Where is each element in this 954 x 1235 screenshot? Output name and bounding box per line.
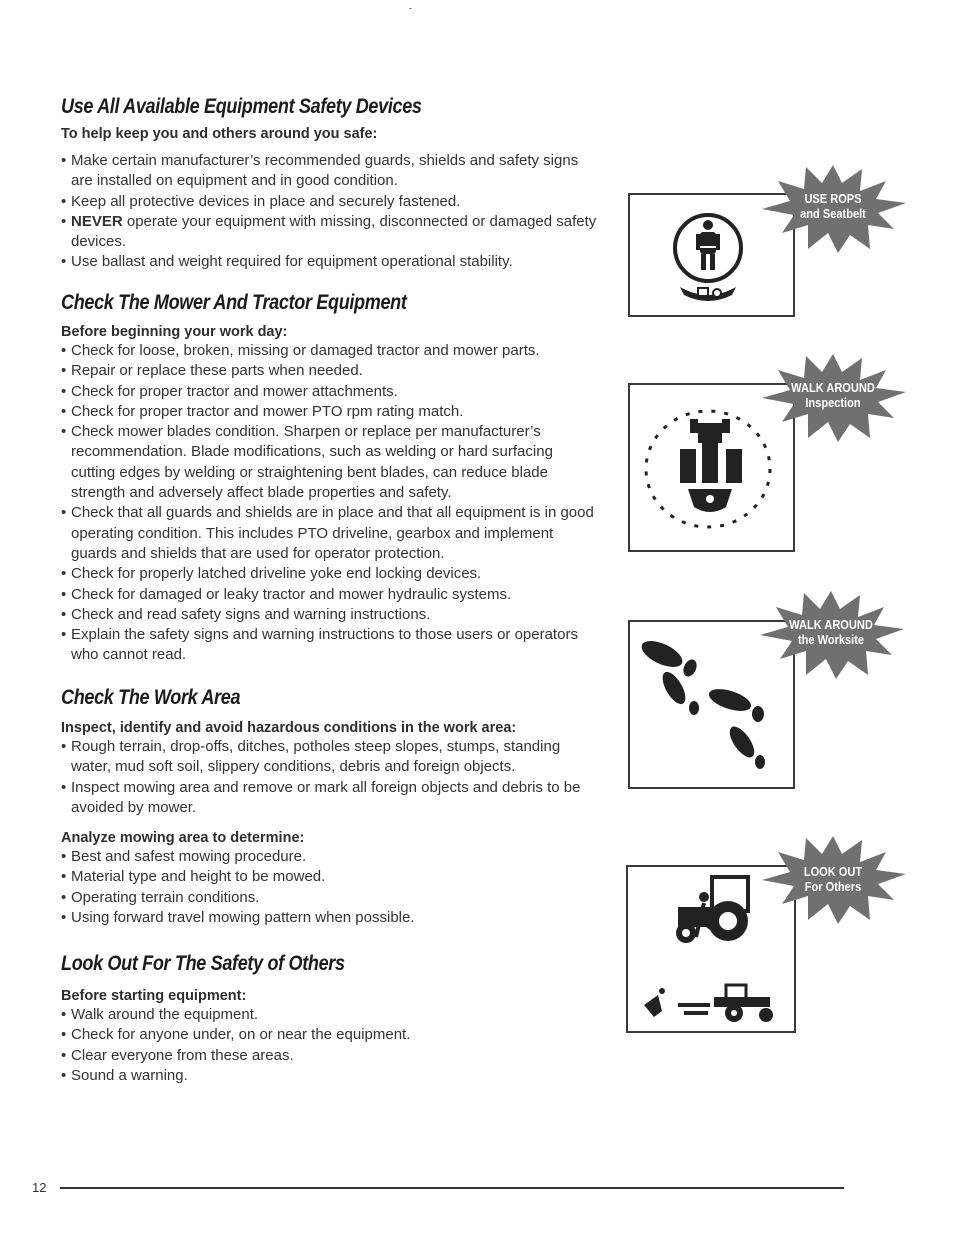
section-intro: Inspect, identify and avoid hazardous conditions in the work area: <box>61 720 517 736</box>
list-item-text: operate your equipment with missing, disconnected or damaged safety devices. <box>71 212 597 251</box>
section-intro: Before beginning your work day: <box>61 324 288 340</box>
list-item: • Check and read safety signs and warning instructions. <box>61 605 601 625</box>
bullet-list <box>61 151 601 273</box>
list-item: • Operating terrain conditions. <box>61 888 601 908</box>
badge-line-1: WALK AROUND <box>789 617 873 632</box>
walk-around-worksite-badge <box>756 589 906 679</box>
list-item: • Check for damaged or leaky tractor and mower hydraulic systems. <box>61 585 601 605</box>
badge-line-2: Inspection <box>805 395 861 410</box>
look-out-others-badge <box>758 834 908 924</box>
badge-line-1: USE ROPS <box>804 191 862 206</box>
list-item: • Walk around the equipment. <box>61 1005 601 1025</box>
list-item <box>61 212 601 253</box>
list-item: • Check for loose, broken, missing or damaged tractor and mower parts. <box>61 341 601 361</box>
section-safety-devices <box>61 95 601 273</box>
badge-line-2: the Worksite <box>797 632 865 647</box>
section-intro: To help keep you and others around you safe: <box>61 126 378 142</box>
section-heading: Look Out For The Safety of Others <box>61 952 345 975</box>
badge-line-2: and Seatbelt <box>800 206 866 221</box>
list-item: • Best and safest mowing procedure. <box>61 847 601 867</box>
list-item: • Sound a warning. <box>61 1066 601 1086</box>
list-item: • Check for proper tractor and mower attachments. <box>61 382 601 402</box>
section-heading: Check The Work Area <box>61 686 241 709</box>
badge-line-2: For Others <box>804 879 862 894</box>
list-item: • Clear everyone from these areas. <box>61 1046 601 1066</box>
bullet-list-2 <box>61 847 601 928</box>
section-check-work-area <box>61 686 601 928</box>
list-item: • Use ballast and weight required for equipment operational stability. <box>61 252 601 272</box>
list-item: • Material type and height to be mowed. <box>61 867 601 887</box>
badge-line-1: WALK AROUND <box>791 380 875 395</box>
section-check-equipment <box>61 291 601 666</box>
list-item: • Check for anyone under, on or near the equipment. <box>61 1025 601 1045</box>
list-item: • Make certain manufacturer’s recommended guards, shields and safety signs are installed on equipment and in good condition. <box>61 151 601 192</box>
badge-line-1: LOOK OUT <box>803 864 863 879</box>
list-item: • Keep all protective devices in place and securely fastened. <box>61 192 601 212</box>
bullet-list <box>61 341 601 666</box>
list-item: • Using forward travel mowing pattern when possible. <box>61 908 601 928</box>
list-item: • Explain the safety signs and warning instructions to those users or operators who cannot read. <box>61 625 601 666</box>
rops-badge <box>758 163 908 253</box>
section-intro-2: Analyze mowing area to determine: <box>61 830 305 847</box>
list-item: • Check for properly latched driveline yoke end locking devices. <box>61 564 601 584</box>
list-item: • Check that all guards and shields are in place and that all equipment is in good operating condition. This includes PTO driveline, gearbox and implement guards and shields that are used for operator protection. <box>61 503 601 564</box>
list-item: • Check for proper tractor and mower PTO rpm rating match. <box>61 402 601 422</box>
section-heading: Check The Mower And Tractor Equipment <box>61 291 407 314</box>
section-heading: Use All Available Equipment Safety Devices <box>61 95 422 118</box>
emphasis-never: NEVER <box>71 212 123 230</box>
footer-rule <box>60 1187 844 1189</box>
bullet-list <box>61 1005 601 1086</box>
bullet-list <box>61 737 601 818</box>
list-item: • Repair or replace these parts when needed. <box>61 361 601 381</box>
walk-around-inspection-badge <box>758 352 908 442</box>
list-item: • Check mower blades condition. Sharpen or replace per manufacturer’s recommendation. Blade modifications, such as welding or hard surfacing cutting edges by welding or straightening bent blades, can reduce blade strength and adversely affect blade properties and safety. <box>61 422 601 503</box>
page-number: 12 <box>32 1180 47 1195</box>
scan-mark <box>409 8 412 9</box>
list-item: • Inspect mowing area and remove or mark all foreign objects and debris to be avoided by mower. <box>61 778 601 819</box>
section-intro: Before starting equipment: <box>61 988 247 1004</box>
section-safety-of-others <box>61 952 601 1086</box>
list-item: • Rough terrain, drop-offs, ditches, potholes steep slopes, stumps, standing water, mud soft soil, slippery conditions, debris and foreign objects. <box>61 737 601 778</box>
